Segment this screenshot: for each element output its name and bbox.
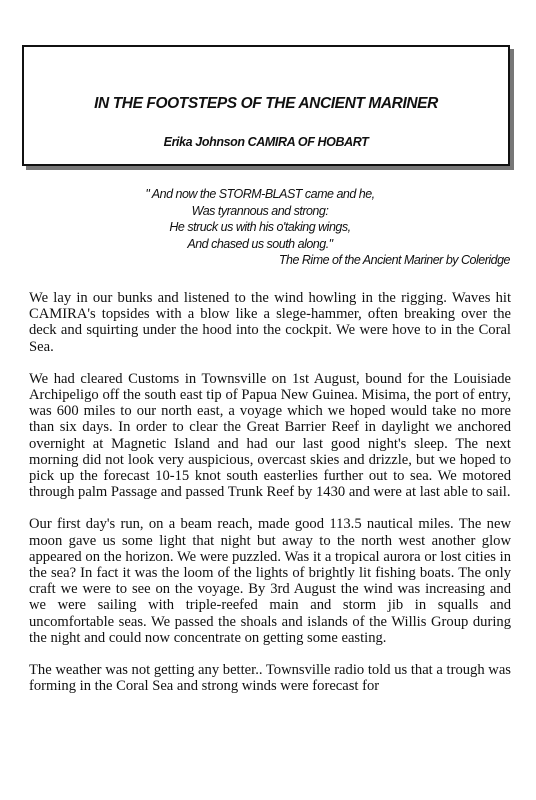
article-title: IN THE FOOTSTEPS OF THE ANCIENT MARINER — [94, 95, 438, 112]
body-paragraph: We lay in our bunks and listened to the wind howling in the rigging. Waves hit CAMIRA's topsides with a blow like a slege-hammer, often breaking over the deck and squirting under the hood into the cockpit. We were hove to in the Coral Sea. — [29, 290, 511, 355]
epigraph-attribution: The Rime of the Ancient Mariner by Coleridge — [278, 253, 510, 267]
epigraph-line: And chased us south along." — [187, 236, 333, 251]
body-paragraph: We had cleared Customs in Townsville on 1st August, bound for the Louisiade Archipeligo off the south east tip of Papua New Guinea. Misima, the port of entry, was 600 miles to our north east, a voyage which we hoped would take no more than six days. In order to clear the Great Barrier Reef in daylight we anchored overnight at Magnetic Island and had our last good night's sleep. The next morning did not look very auspicious, overcast skies and drizzle, but we hoped to pick up the forecast 10-15 knot south easterlies further out to sea. We motored through palm Passage and passed Trunk Reef by 1430 and were at last able to sail. — [29, 370, 511, 501]
epigraph-line: " And now the STORM-BLAST came and he, — [145, 187, 375, 201]
article-body — [29, 290, 511, 710]
article-byline: Erika Johnson CAMIRA OF HOBART — [163, 135, 369, 149]
title-box — [22, 45, 510, 166]
epigraph-line: He struck us with his o'taking wings, — [169, 220, 351, 234]
epigraph-line: Was tyrannous and strong: — [191, 203, 329, 218]
body-paragraph: Our first day's run, on a beam reach, made good 113.5 nautical miles. The new moon gave us some light that night but away to the north west another glow appeared on the horizon. We were puzzled. Was it a tropical aurora or lost cities in the sea? In fact it was the loom of the lights of brightly lit fishing boats. The only craft we were to see on the voyage. By 3rd August the wind was increasing and we were sailing with triple-reefed main and storm jib in squalls and uncomfortable seas. We passed the shoals and islands of the Willis Group during the night and could now concentrate on getting some easting. — [29, 516, 511, 646]
epigraph — [110, 186, 510, 269]
body-paragraph: The weather was not getting any better.. Townsville radio told us that a trough was forming in the Coral Sea and strong winds were forecast for — [29, 662, 511, 695]
